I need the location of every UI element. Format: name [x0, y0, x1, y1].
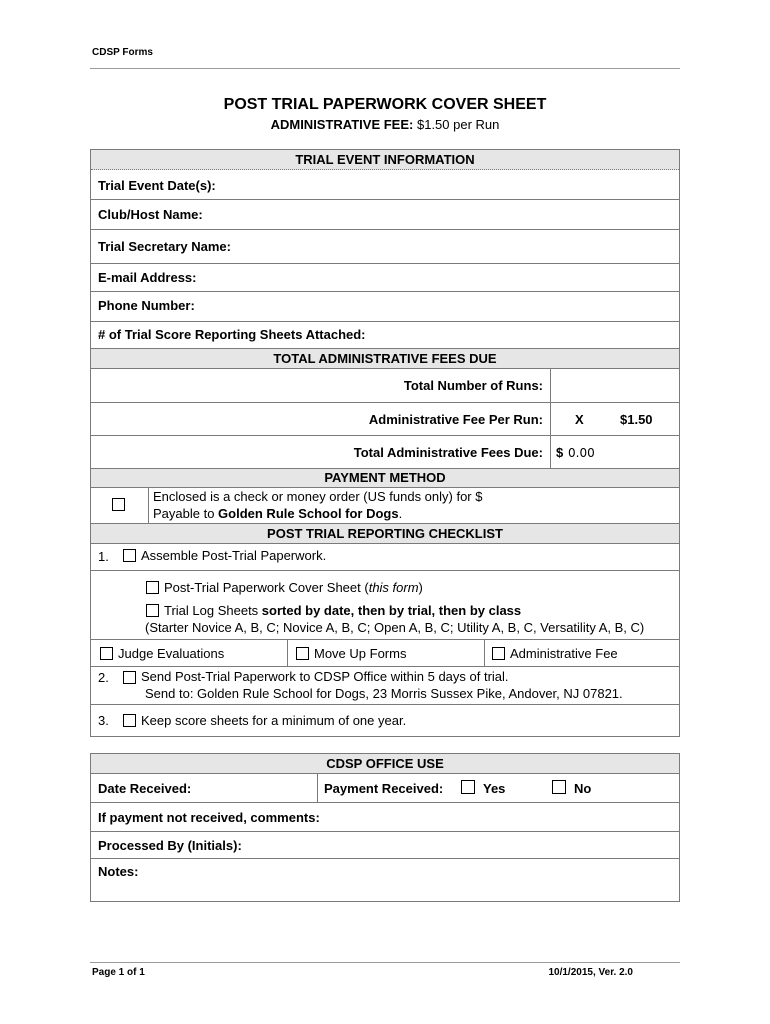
cover-suffix: ) — [418, 580, 423, 595]
keep-sheets-text: Keep score sheets for a minimum of one year. — [141, 713, 407, 728]
club-name-label: Club/Host Name: — [98, 207, 203, 222]
per-run-label: Administrative Fee Per Run: — [368, 412, 543, 427]
cover-prefix: Post-Trial Paperwork Cover Sheet ( — [164, 580, 369, 595]
cover-sheet-text — [164, 580, 423, 595]
comments-label: If payment not received, comments: — [98, 810, 320, 825]
item1-number: 1. — [98, 549, 109, 564]
keep-sheets-checkbox[interactable] — [123, 714, 136, 727]
checklist-item-1 — [91, 544, 679, 571]
judge-evaluations-checkbox[interactable] — [100, 647, 113, 660]
payment-no-checkbox[interactable] — [552, 780, 566, 794]
trial-dates-label: Trial Event Date(s): — [98, 178, 216, 193]
field-phone[interactable] — [91, 292, 679, 322]
logs-bold: sorted by date, then by trial, then by class — [261, 603, 522, 618]
payment-received-label: Payment Received: — [324, 781, 444, 796]
judge-evaluations-text: Judge Evaluations — [118, 646, 225, 661]
header-rule — [90, 68, 680, 69]
page-title: POST TRIAL PAPERWORK COVER SHEET — [223, 96, 547, 113]
field-club-name[interactable] — [91, 200, 679, 230]
currency-symbol: $ — [556, 445, 564, 460]
office-processed-row[interactable] — [91, 832, 679, 859]
send-paperwork-checkbox[interactable] — [123, 671, 136, 684]
log-sheets-classes: (Starter Novice A, B, C; Novice A, B, C; Open A, B, C; Utility A, B, C, Versatility A, B, C) — [145, 620, 645, 635]
total-runs-label: Total Number of Runs: — [403, 378, 543, 393]
payment-yes-checkbox[interactable] — [461, 780, 475, 794]
payment-row — [91, 488, 679, 524]
fees-runs-row — [91, 369, 679, 403]
cover-sheet-checkbox[interactable] — [146, 581, 159, 594]
checklist-extras-row — [91, 640, 679, 667]
trial-event-title: TRIAL EVENT INFORMATION — [295, 152, 475, 167]
item3-number: 3. — [98, 713, 109, 728]
field-email[interactable] — [91, 264, 679, 292]
cover-italic: this form — [368, 580, 419, 595]
move-up-text: Move Up Forms — [314, 646, 407, 661]
office-header — [91, 754, 679, 774]
payment-enclosed-checkbox[interactable] — [112, 498, 125, 511]
payment-no-label: No — [574, 781, 592, 796]
checklist-log-sheets — [91, 601, 679, 640]
office-notes-row[interactable] — [91, 859, 679, 902]
fees-header — [91, 349, 679, 369]
checklist-header — [91, 524, 679, 544]
trial-event-header — [91, 150, 679, 170]
field-secretary-name[interactable] — [91, 230, 679, 264]
payment-enclosed-text: Enclosed is a check or money order (US funds only) for $ — [153, 489, 483, 504]
secretary-name-label: Trial Secretary Name: — [98, 239, 231, 254]
fee-subtitle — [0, 117, 770, 132]
office-comments-row[interactable] — [91, 803, 679, 832]
logs-prefix: Trial Log Sheets — [164, 603, 262, 618]
fees-per-run-row — [91, 403, 679, 436]
send-paperwork-text: Send Post-Trial Paperwork to CDSP Office within 5 days of trial. — [141, 669, 509, 684]
footer-rule — [90, 962, 680, 963]
office-title: CDSP OFFICE USE — [326, 756, 444, 771]
phone-label: Phone Number: — [98, 298, 195, 313]
footer-version: 10/1/2015, Ver. 2.0 — [548, 967, 633, 978]
admin-fee-checkbox[interactable] — [492, 647, 505, 660]
field-sheets-attached[interactable] — [91, 322, 679, 349]
move-up-checkbox[interactable] — [296, 647, 309, 660]
office-use-form — [90, 753, 680, 902]
sheets-attached-label: # of Trial Score Reporting Sheets Attached: — [98, 327, 366, 342]
payable-line — [153, 506, 402, 521]
main-form — [90, 149, 680, 737]
fee-label: ADMINISTRATIVE FEE: — [270, 117, 414, 132]
email-label: E-mail Address: — [98, 270, 197, 285]
log-sheets-checkbox[interactable] — [146, 604, 159, 617]
item2-number: 2. — [98, 670, 109, 685]
fee-value: $1.50 per Run — [416, 117, 500, 132]
field-trial-dates[interactable] — [91, 170, 679, 200]
assemble-checkbox[interactable] — [123, 549, 136, 562]
checklist-item-2 — [91, 667, 679, 705]
notes-label: Notes: — [98, 864, 139, 879]
fees-total-row — [91, 436, 679, 469]
payment-yes-label: Yes — [483, 781, 506, 796]
payment-title: PAYMENT METHOD — [324, 470, 446, 485]
payment-header — [91, 469, 679, 488]
processed-by-label: Processed By (Initials): — [98, 838, 242, 853]
checklist-cover-sheet — [91, 571, 679, 601]
office-received-row — [91, 774, 679, 803]
total-fees-value[interactable]: 0.00 — [568, 446, 595, 460]
checklist-title: POST TRIAL REPORTING CHECKLIST — [267, 526, 503, 541]
send-address-text: Send to: Golden Rule School for Dogs, 23 Morris Sussex Pike, Andover, NJ 07821. — [145, 686, 623, 701]
fees-title: TOTAL ADMINISTRATIVE FEES DUE — [273, 351, 497, 366]
footer-page: Page 1 of 1 — [92, 967, 145, 978]
assemble-text: Assemble Post-Trial Paperwork. — [141, 548, 327, 563]
total-fees-label: Total Administrative Fees Due: — [353, 445, 543, 460]
payable-suffix: . — [398, 506, 403, 521]
payable-name: Golden Rule School for Dogs — [218, 506, 399, 521]
checklist-item-3 — [91, 705, 679, 737]
header-forms-label: CDSP Forms — [92, 47, 153, 58]
log-sheets-text — [164, 603, 521, 618]
per-run-value: $1.50 — [620, 412, 653, 427]
admin-fee-text: Administrative Fee — [510, 646, 618, 661]
multiply-sign: X — [575, 412, 584, 427]
payable-prefix: Payable to — [153, 506, 219, 521]
date-received-label: Date Received: — [98, 781, 192, 796]
